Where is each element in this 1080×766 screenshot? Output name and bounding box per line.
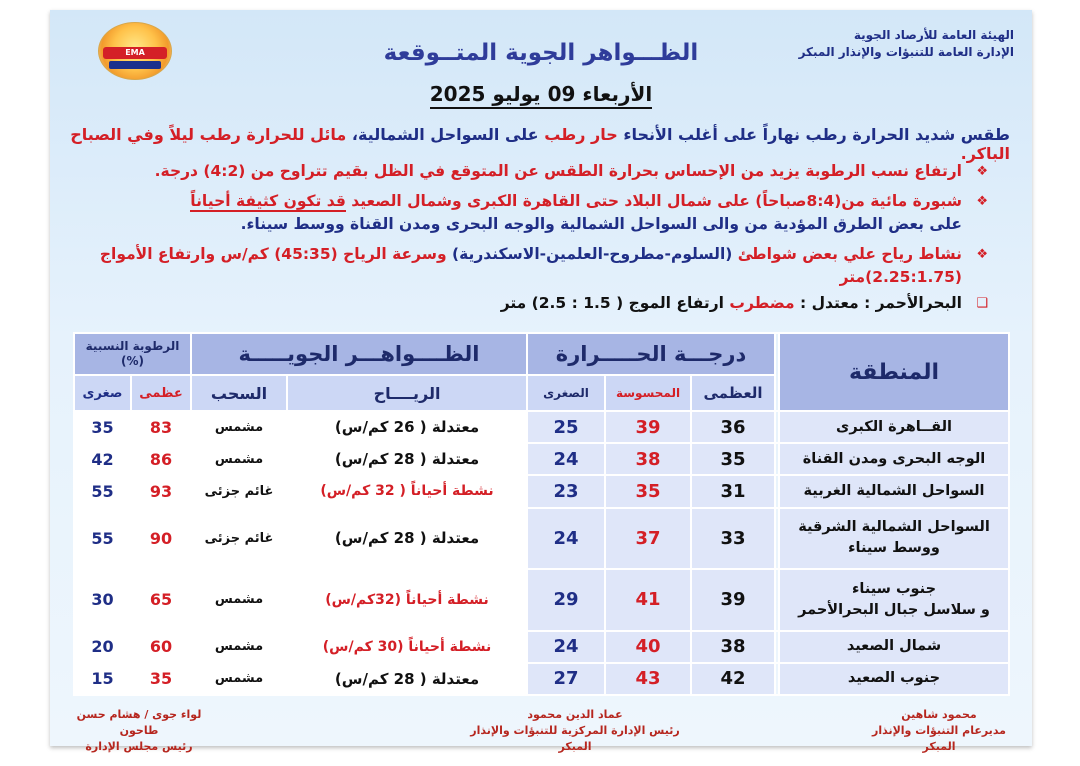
column-gap (775, 443, 779, 475)
temperature-header: درجـــة الحـــــرارة (527, 333, 775, 375)
warning-fog (70, 190, 988, 236)
wind-cell: نشطة أحياناً (30 كم/س) (287, 631, 527, 663)
table-row (74, 443, 1009, 475)
signature-name: لواء جوى / هشام حسن طاحون (76, 708, 202, 737)
max-temp-cell: 38 (691, 631, 775, 663)
table-row (74, 411, 1009, 443)
summary-part-3: على السواحل الشمالية، (351, 125, 539, 144)
region-name-line-2: و سلاسل جبال البحرالأحمر (798, 601, 990, 618)
signature-board-chairman (64, 707, 214, 755)
diamond-bullet-icon: ❖ (976, 164, 988, 179)
red-sea-text-b: مضطرب (729, 294, 795, 312)
col-wind-header: الريــــاح (287, 375, 527, 411)
warning-fog-text-b: قد تكون كثيفة أحياناً (190, 192, 346, 210)
warnings-list (70, 160, 988, 322)
humidity-min-cell: 55 (74, 508, 131, 570)
max-temp-cell: 35 (691, 443, 775, 475)
feel-temp-cell: 43 (605, 663, 691, 695)
forecast-table (73, 332, 1010, 696)
diamond-bullet-icon: ❖ (976, 194, 988, 209)
feel-temp-cell: 40 (605, 631, 691, 663)
date-text: الأربعاء 09 يوليو 2025 (430, 82, 652, 109)
region-name: جنوب سيناء (851, 580, 937, 597)
col-min-header: الصغرى (527, 375, 605, 411)
column-gap (775, 569, 779, 631)
column-gap (775, 663, 779, 695)
min-temp-cell: 25 (527, 411, 605, 443)
square-bullet-icon: ❑ (976, 296, 988, 311)
feel-temp-cell: 39 (605, 411, 691, 443)
warning-wind (70, 243, 988, 289)
region-cell (779, 569, 1009, 631)
region-name-line-2: ووسط سيناء (848, 540, 940, 557)
col-max-header: العظمى (691, 375, 775, 411)
summary-part-1: طقس شديد الحرارة رطب نهاراً على أغلب الأنحاء (623, 125, 1010, 144)
min-temp-cell: 24 (527, 508, 605, 570)
region-cell (779, 631, 1009, 663)
humidity-min-cell: 30 (74, 569, 131, 631)
column-gap (775, 333, 779, 411)
signature-director-general (864, 707, 1014, 755)
region-cell (779, 443, 1009, 475)
warning-humidity (70, 160, 988, 183)
warning-humidity-text: ارتفاع نسب الرطوبة يزيد من الإحساس بحرارة الطقس عن المتوقع في الظل بقيم تتراوح من (4:2) درجة. (154, 162, 962, 180)
table-row (74, 508, 1009, 570)
region-name: السواحل الشمالية الشرقية (798, 519, 990, 536)
signature-title: رئيس الإدارة المركزية للتنبؤات والإنذار المبكر (470, 724, 680, 753)
region-cell (779, 508, 1009, 570)
col-feel-header: المحسوسة (605, 375, 691, 411)
feel-temp-cell: 37 (605, 508, 691, 570)
region-header: المنطقة (779, 333, 1009, 411)
max-temp-cell: 33 (691, 508, 775, 570)
col-hmax-header: عظمى (131, 375, 191, 411)
wind-cell: نشطة أحياناً (32كم/س) (287, 569, 527, 631)
warning-fog-text-a: شبورة مائية من(8:4صباحاً) على شمال البلاد حتى القاهرة الكبرى وشمال الصعيد (351, 192, 962, 210)
col-hmin-header: صغرى (74, 375, 131, 411)
org-line-2: الإدارة العامة للتنبؤات والإنذار المبكر (798, 45, 1014, 59)
humidity-max-cell: 90 (131, 508, 191, 570)
red-sea-text-c: ارتفاع الموج ( 1.5 : 2.5) متر (500, 294, 724, 312)
warning-wind-text-a: نشاط رياح علي بعض شواطئ (737, 245, 962, 263)
cloud-cell: غائم جزئى (191, 475, 287, 507)
region-name: السواحل الشمالية الغربية (803, 482, 985, 499)
summary-part-4: مائل للحرارة رطب ليلاً وفي الصباح الباكر. (70, 125, 1010, 163)
signature-title: مديرعام التنبؤات والإنذار المبكر (872, 724, 1006, 753)
humidity-max-cell: 65 (131, 569, 191, 631)
wind-cell: معتدلة ( 28 كم/س) (287, 443, 527, 475)
cloud-cell: مشمس (191, 569, 287, 631)
max-temp-cell: 39 (691, 569, 775, 631)
humidity-min-cell: 35 (74, 411, 131, 443)
bulletin-date (50, 82, 1032, 106)
table-row (74, 631, 1009, 663)
bulletin-sheet (50, 10, 1032, 753)
humidity-min-cell: 15 (74, 663, 131, 695)
wind-cell: معتدلة ( 26 كم/س) (287, 411, 527, 443)
humidity-max-cell: 83 (131, 411, 191, 443)
max-temp-cell: 31 (691, 475, 775, 507)
col-cloud-header: السحب (191, 375, 287, 411)
humidity-max-cell: 93 (131, 475, 191, 507)
cloud-cell: مشمس (191, 631, 287, 663)
cloud-cell: مشمس (191, 411, 287, 443)
region-name: القــاهرة الكبرى (836, 418, 952, 435)
wind-cell: معتدلة ( 28 كم/س) (287, 508, 527, 570)
red-sea-text-a: البحرالأحمر : معتدل : (800, 294, 962, 312)
weather-summary (68, 125, 1010, 163)
column-gap (775, 508, 779, 570)
column-gap (775, 411, 779, 443)
humidity-min-cell: 55 (74, 475, 131, 507)
region-cell (779, 663, 1009, 695)
diamond-bullet-icon: ❖ (976, 247, 988, 262)
cloud-cell: غائم جزئى (191, 508, 287, 570)
table-header-row (74, 333, 1009, 375)
table-row (74, 569, 1009, 631)
wind-cell: نشطة أحياناً ( 32 كم/س) (287, 475, 527, 507)
min-temp-cell: 27 (527, 663, 605, 695)
warning-wind-text-c: وسرعة الرياح (45:35) كم/س وارتفاع الأمواج (2.25:1.75)متر (99, 245, 962, 286)
region-name: جنوب الصعيد (847, 670, 941, 687)
feel-temp-cell: 35 (605, 475, 691, 507)
page-title: الظـــواهر الجوية المتــوقعة (383, 40, 699, 66)
signature-title: رئيس مجلس الإدارة (85, 740, 193, 753)
region-cell (779, 411, 1009, 443)
region-name: الوجه البحرى ومدن القناة (802, 450, 986, 467)
min-temp-cell: 24 (527, 631, 605, 663)
min-temp-cell: 24 (527, 443, 605, 475)
region-name: شمال الصعيد (846, 638, 942, 655)
table-row (74, 475, 1009, 507)
humidity-min-cell: 42 (74, 443, 131, 475)
warning-wind-text-b: (السلوم-مطروح-العلمين-الاسكندرية) (452, 245, 733, 263)
humidity-min-cell: 20 (74, 631, 131, 663)
humidity-max-cell: 60 (131, 631, 191, 663)
max-temp-cell: 42 (691, 663, 775, 695)
cloud-cell: مشمس (191, 443, 287, 475)
feel-temp-cell: 38 (605, 443, 691, 475)
humidity-max-cell: 86 (131, 443, 191, 475)
region-cell (779, 475, 1009, 507)
signature-name: محمود شاهين (901, 708, 977, 721)
wind-cell: معتدلة ( 28 كم/س) (287, 663, 527, 695)
summary-part-2: حار رطب (544, 125, 618, 144)
feel-temp-cell: 41 (605, 569, 691, 631)
column-gap (775, 631, 779, 663)
signature-name: عماد الدين محمود (527, 708, 623, 721)
warning-red-sea (70, 292, 988, 315)
table-row (74, 663, 1009, 695)
min-temp-cell: 29 (527, 569, 605, 631)
signature-central-administration (455, 707, 695, 755)
humidity-header: الرطوبة النسبية (%) (74, 333, 191, 375)
humidity-max-cell: 35 (131, 663, 191, 695)
column-gap (775, 475, 779, 507)
phenomena-header: الظــــواهـــر الجويـــــة (191, 333, 527, 375)
warning-fog-text-c: على بعض الطرق المؤدية من والى السواحل الشمالية والوجه البحرى ومدن القناة ووسط سيناء. (240, 215, 962, 233)
logo-text: EMA (125, 48, 145, 57)
min-temp-cell: 23 (527, 475, 605, 507)
max-temp-cell: 36 (691, 411, 775, 443)
cloud-cell: مشمس (191, 663, 287, 695)
org-line-1: الهيئة العامة للأرصاد الجوية (853, 28, 1014, 42)
